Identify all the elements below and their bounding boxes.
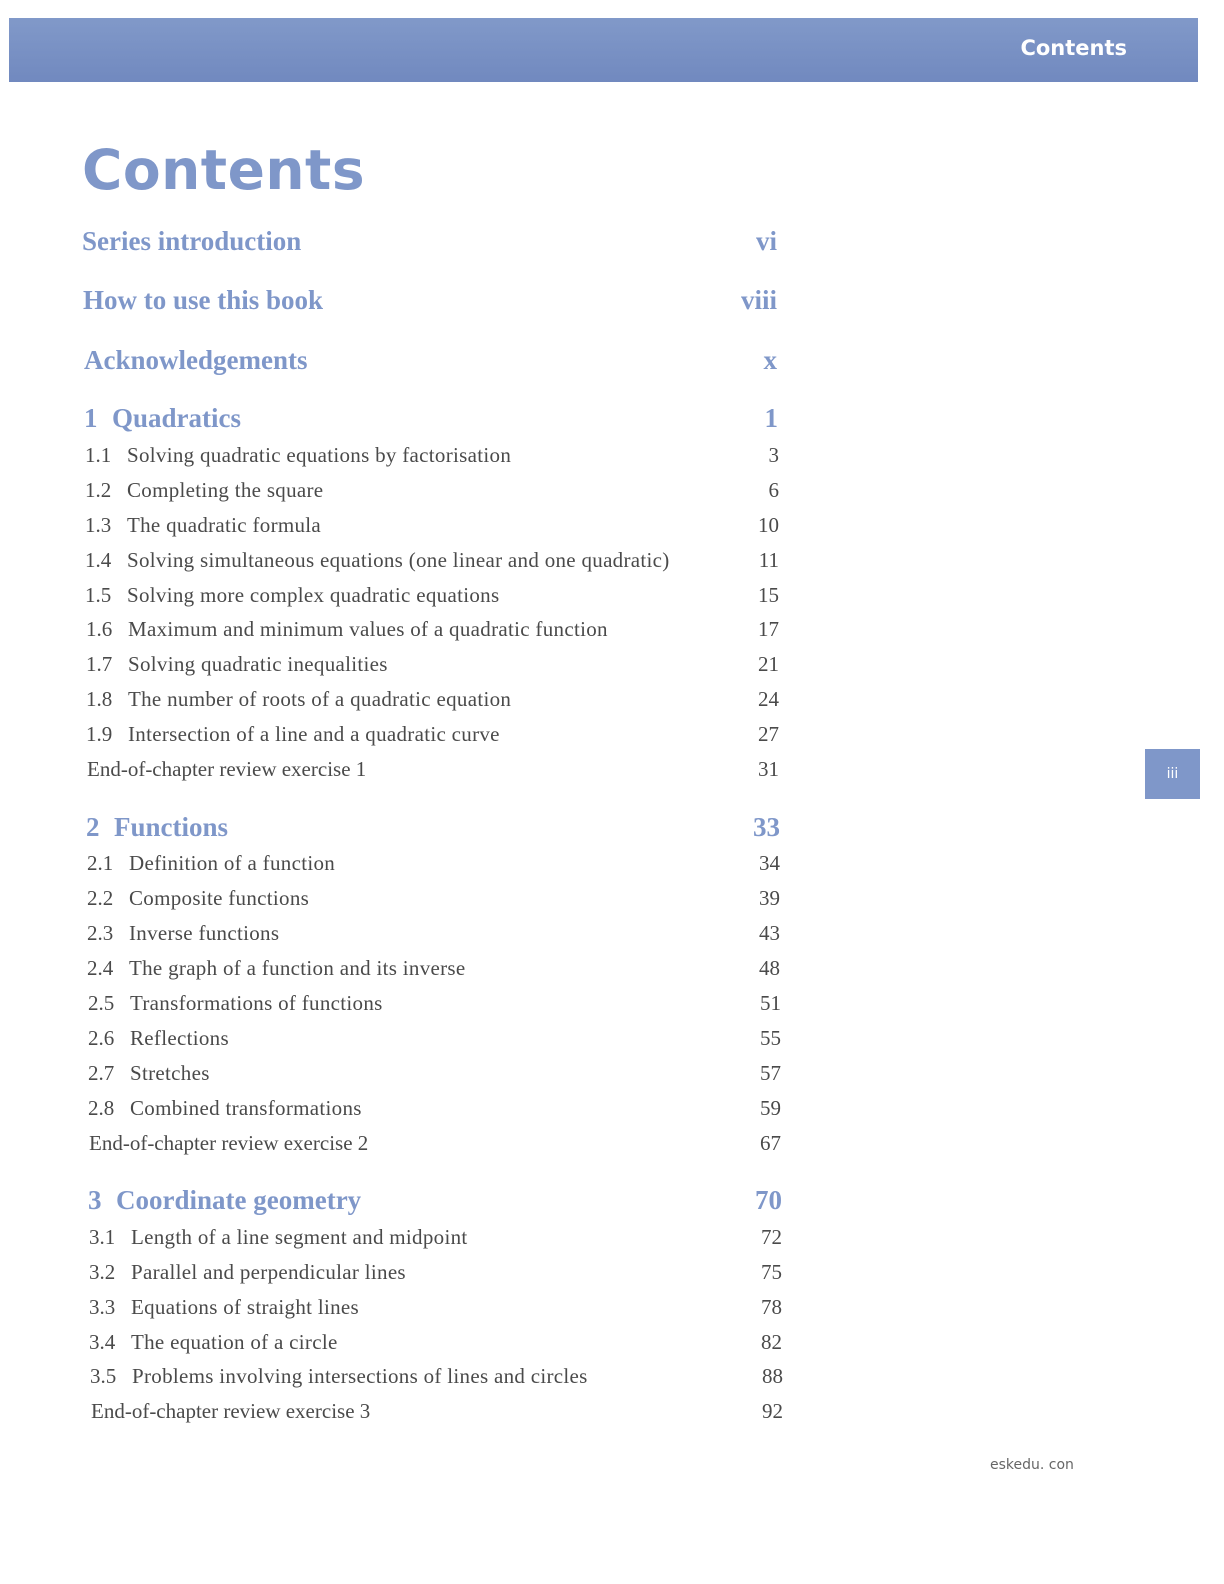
section-2-1[interactable] — [87, 851, 780, 885]
section-number: 3.4 — [89, 1330, 116, 1354]
toc-entry-how-to-use[interactable] — [83, 285, 777, 319]
section-title: Definition of a function — [129, 851, 336, 875]
section-title: Solving simultaneous equations (one linear and one quadratic) — [127, 548, 670, 572]
section-number: 1.3 — [85, 513, 112, 537]
section-page: 72 — [761, 1225, 782, 1249]
section-number: 1.2 — [85, 478, 112, 502]
section-title: Composite functions — [129, 886, 310, 910]
review-label: End-of-chapter review exercise 1 — [87, 757, 367, 781]
review-page: 31 — [758, 757, 779, 781]
chapter-page: 1 — [764, 403, 778, 433]
section-number: 2.7 — [88, 1061, 115, 1085]
section-number: 3.1 — [89, 1225, 116, 1249]
section-2-7[interactable] — [88, 1061, 781, 1095]
section-number: 1.8 — [86, 687, 113, 711]
section-1-2[interactable] — [85, 478, 779, 512]
chapter-number: 3 — [88, 1185, 102, 1215]
section-2-3[interactable] — [87, 921, 780, 955]
section-number: 2.4 — [87, 956, 114, 980]
section-2-6[interactable] — [88, 1026, 781, 1060]
review-page: 92 — [762, 1399, 783, 1423]
section-title: Transformations of functions — [130, 991, 383, 1015]
review-exercise-3[interactable] — [91, 1399, 783, 1433]
section-page: 43 — [759, 921, 780, 945]
section-page: 10 — [758, 513, 779, 537]
toc-entry-page: x — [763, 345, 777, 375]
section-3-3[interactable] — [89, 1295, 782, 1329]
section-number: 3.5 — [90, 1364, 117, 1388]
section-1-3[interactable] — [85, 513, 779, 547]
page-number-tab: iii — [1145, 749, 1200, 799]
chapter-1-heading[interactable] — [84, 403, 778, 437]
review-page: 67 — [760, 1131, 781, 1155]
toc-entry-label: Series introduction — [82, 226, 302, 256]
section-page: 34 — [759, 851, 780, 875]
section-number: 1.6 — [86, 617, 113, 641]
section-3-2[interactable] — [89, 1260, 782, 1294]
section-3-5[interactable] — [90, 1364, 783, 1398]
chapter-3-heading[interactable] — [88, 1185, 782, 1219]
section-title: Equations of straight lines — [131, 1295, 359, 1319]
section-title: Completing the square — [127, 478, 324, 502]
review-label: End-of-chapter review exercise 2 — [89, 1131, 369, 1155]
section-title: Solving quadratic inequalities — [128, 652, 388, 676]
chapter-number: 1 — [84, 403, 98, 433]
section-1-6[interactable] — [86, 617, 779, 651]
section-title: Combined transformations — [130, 1096, 362, 1120]
chapter-title: Quadratics — [112, 403, 242, 433]
section-1-9[interactable] — [86, 722, 779, 756]
section-number: 2.6 — [88, 1026, 115, 1050]
toc-entry-acknowledgements[interactable] — [84, 345, 777, 379]
section-page: 15 — [758, 583, 779, 607]
section-page: 55 — [760, 1026, 781, 1050]
section-page: 11 — [758, 548, 779, 572]
section-1-8[interactable] — [86, 687, 779, 721]
section-page: 6 — [768, 478, 779, 502]
section-page: 75 — [761, 1260, 782, 1284]
chapter-page: 70 — [755, 1185, 782, 1215]
section-number: 2.3 — [87, 921, 114, 945]
section-page: 27 — [758, 722, 779, 746]
section-title: Intersection of a line and a quadratic curve — [128, 722, 500, 746]
section-1-7[interactable] — [86, 652, 779, 686]
section-3-1[interactable] — [89, 1225, 782, 1259]
section-title: Solving quadratic equations by factorisation — [127, 443, 512, 467]
section-number: 2.1 — [87, 851, 114, 875]
section-1-1[interactable] — [85, 443, 779, 477]
section-title: Length of a line segment and midpoint — [131, 1225, 468, 1249]
section-page: 48 — [759, 956, 780, 980]
section-number: 1.5 — [85, 583, 112, 607]
section-title: Parallel and perpendicular lines — [131, 1260, 406, 1284]
section-title: Maximum and minimum values of a quadratic function — [128, 617, 608, 641]
section-title: The number of roots of a quadratic equation — [128, 687, 512, 711]
section-3-4[interactable] — [89, 1330, 782, 1364]
section-1-5[interactable] — [85, 583, 779, 617]
section-title: Inverse functions — [129, 921, 280, 945]
toc-entry-page: viii — [740, 285, 777, 315]
section-number: 2.5 — [88, 991, 115, 1015]
section-title: Problems involving intersections of lines and circles — [132, 1364, 588, 1388]
section-number: 3.3 — [89, 1295, 116, 1319]
section-number: 3.2 — [89, 1260, 116, 1284]
toc-entry-series-introduction[interactable] — [82, 226, 777, 260]
section-page: 88 — [762, 1364, 783, 1388]
review-exercise-1[interactable] — [87, 757, 779, 791]
section-2-5[interactable] — [88, 991, 781, 1025]
section-page: 3 — [768, 443, 779, 467]
section-number: 1.9 — [86, 722, 113, 746]
section-number: 1.7 — [86, 652, 113, 676]
section-page: 51 — [760, 991, 781, 1015]
section-title: Reflections — [130, 1026, 229, 1050]
section-title: The equation of a circle — [131, 1330, 338, 1354]
section-page: 59 — [760, 1096, 781, 1120]
section-title: The graph of a function and its inverse — [129, 956, 466, 980]
section-page: 78 — [761, 1295, 782, 1319]
toc-entry-page: vi — [755, 226, 777, 256]
section-2-8[interactable] — [88, 1096, 781, 1130]
section-1-4[interactable] — [85, 548, 779, 582]
section-page: 82 — [761, 1330, 782, 1354]
section-title: The quadratic formula — [127, 513, 322, 537]
section-page: 21 — [758, 652, 779, 676]
footer-watermark-text: eskedu. con — [990, 1457, 1074, 1473]
chapter-2-heading[interactable] — [86, 812, 780, 846]
section-2-2[interactable] — [87, 886, 780, 920]
section-number: 2.2 — [87, 886, 114, 910]
review-label: End-of-chapter review exercise 3 — [91, 1399, 371, 1423]
running-header-title: Contents — [1020, 36, 1127, 60]
section-number: 1.1 — [85, 443, 112, 467]
chapter-title: Coordinate geometry — [116, 1185, 362, 1215]
toc-entry-label: Acknowledgements — [84, 345, 308, 375]
section-title: Stretches — [130, 1061, 210, 1085]
chapter-number: 2 — [86, 812, 100, 842]
section-number: 1.4 — [85, 548, 112, 572]
page-title: Contents — [82, 138, 366, 202]
section-title: Solving more complex quadratic equations — [127, 583, 500, 607]
review-exercise-2[interactable] — [89, 1131, 781, 1165]
toc-entry-label: How to use this book — [83, 285, 324, 315]
section-2-4[interactable] — [87, 956, 780, 990]
section-page: 17 — [758, 617, 779, 641]
section-page: 39 — [759, 886, 780, 910]
chapter-page: 33 — [753, 812, 780, 842]
chapter-title: Functions — [114, 812, 229, 842]
section-page: 24 — [758, 687, 779, 711]
section-page: 57 — [760, 1061, 781, 1085]
section-number: 2.8 — [88, 1096, 115, 1120]
